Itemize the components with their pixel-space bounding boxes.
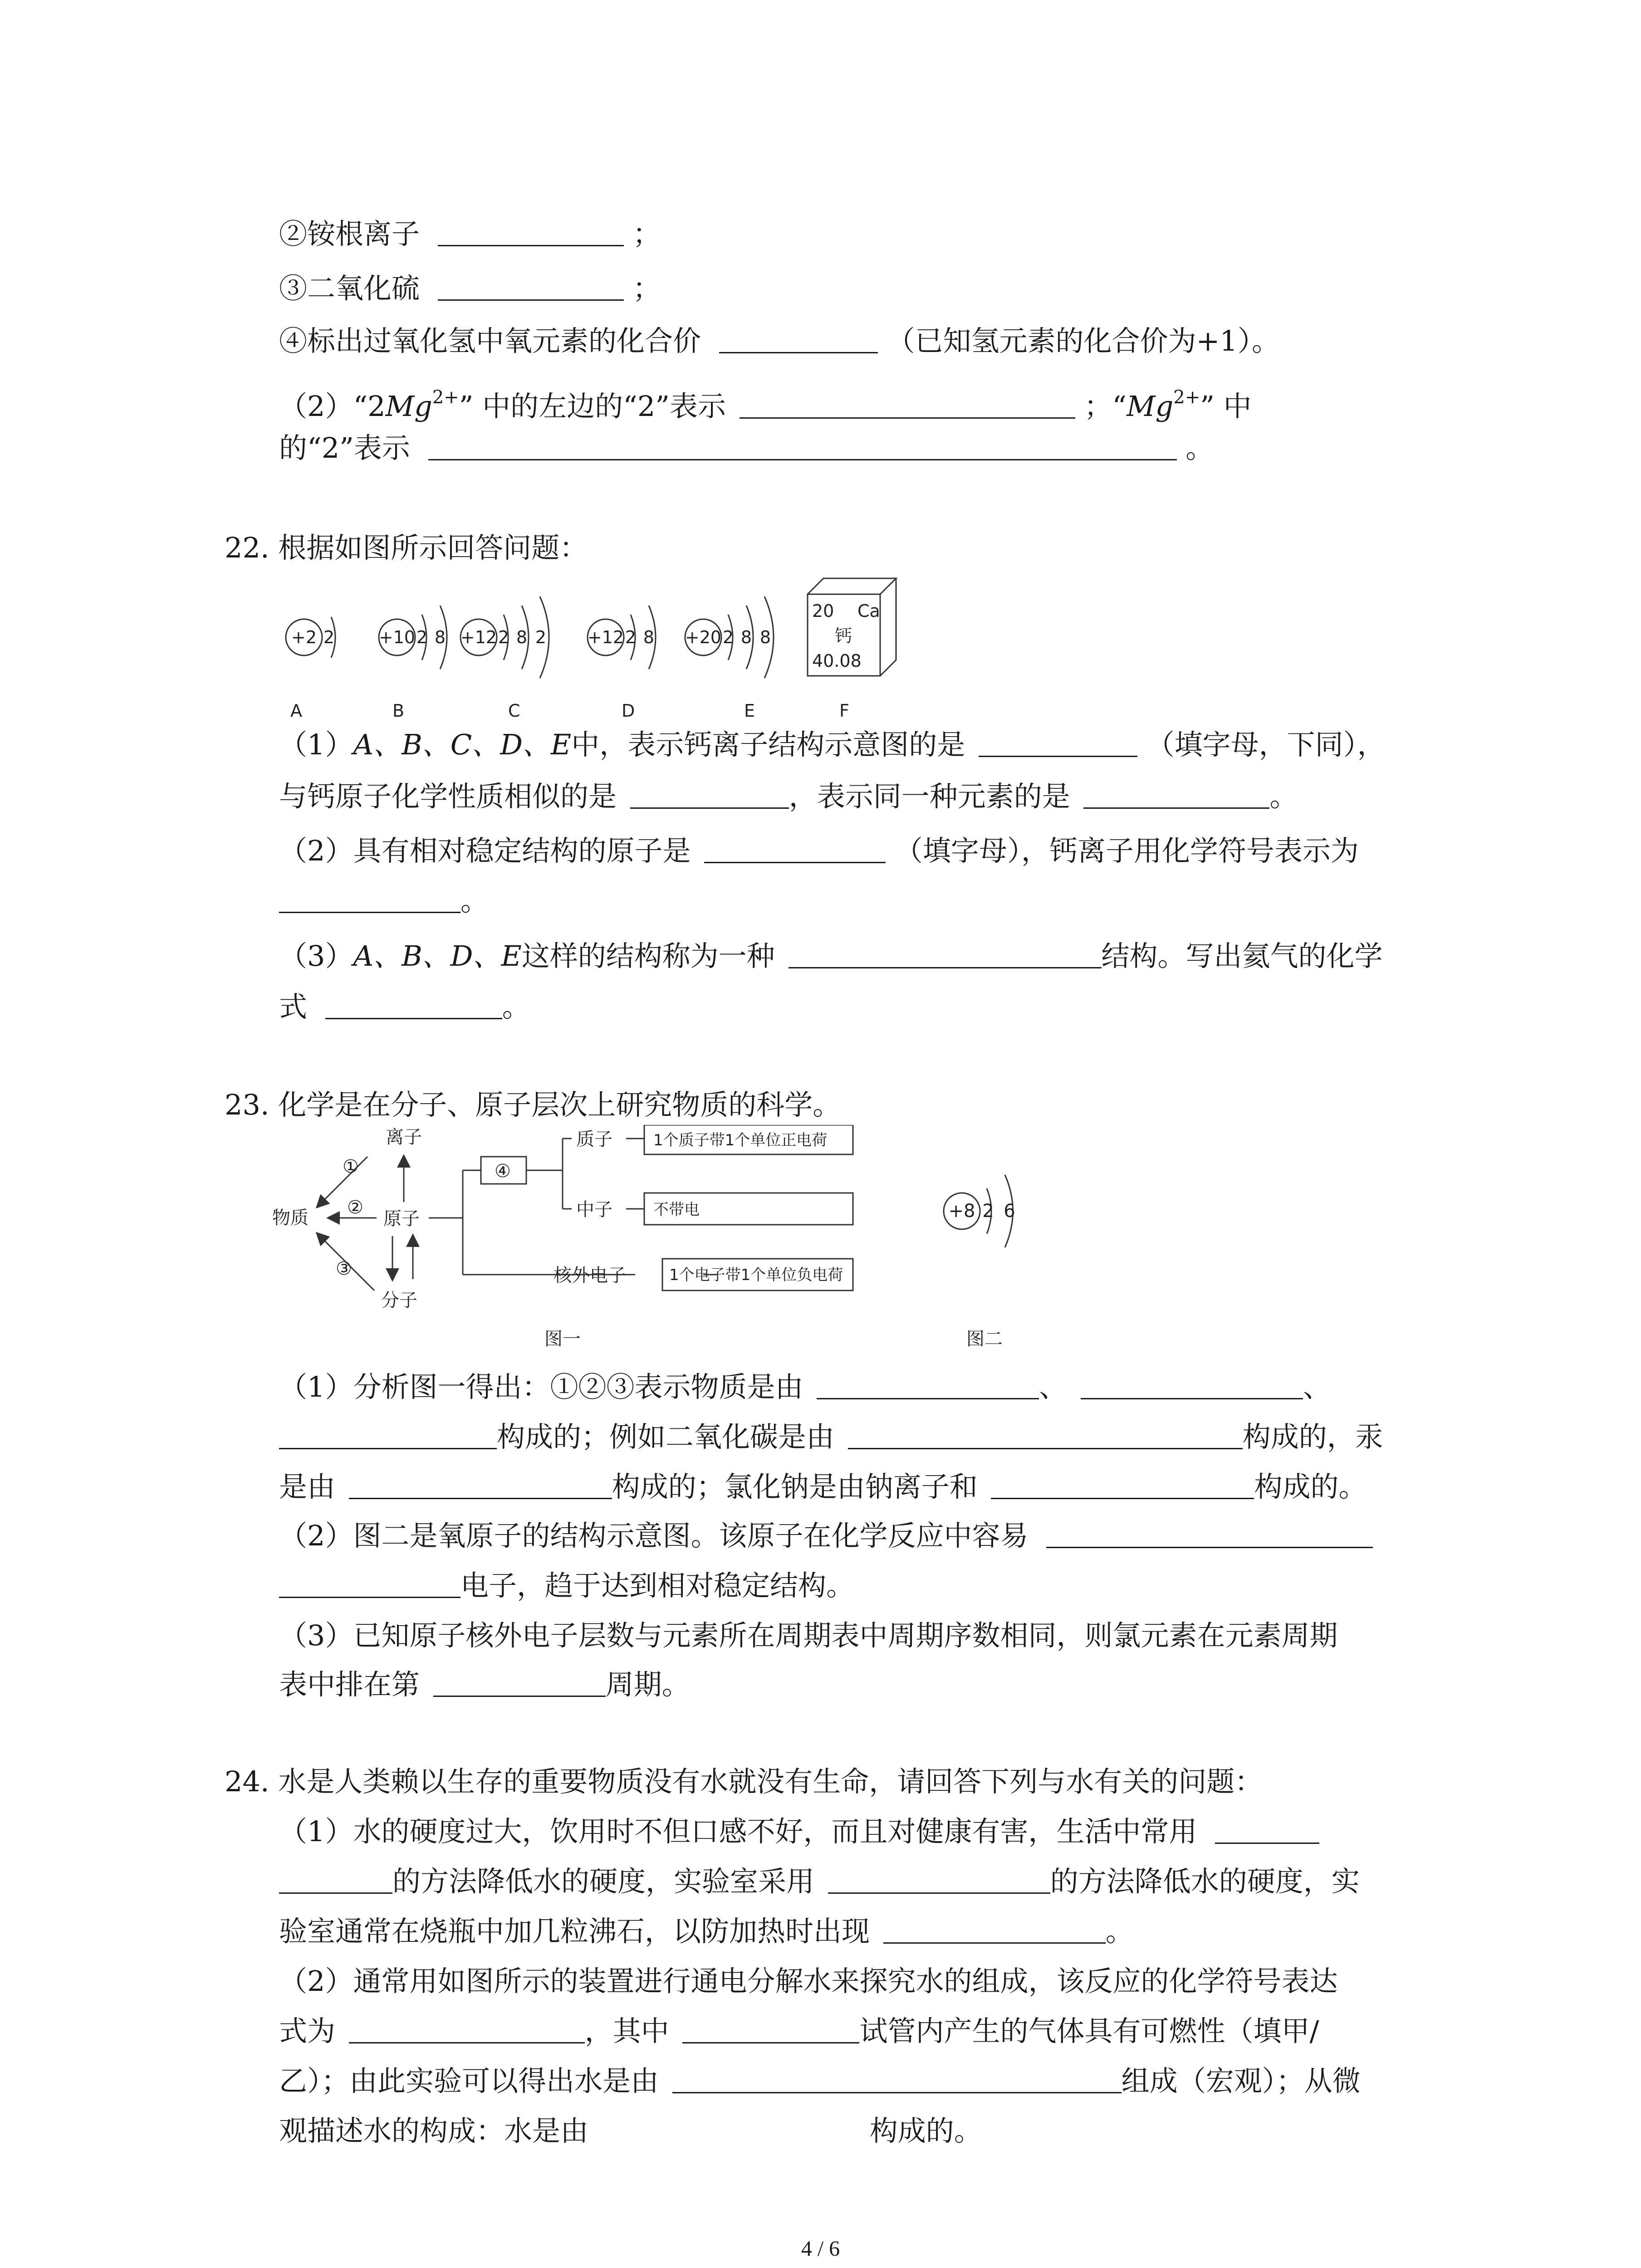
svg-text:8: 8 bbox=[740, 627, 752, 647]
svg-text:D: D bbox=[622, 701, 635, 721]
electron-charge-text: 1个电子带1个单位负电荷 bbox=[669, 1266, 843, 1284]
answer-blank[interactable] bbox=[991, 1471, 1254, 1499]
svg-text:①: ① bbox=[343, 1156, 359, 1177]
svg-text:+12: +12 bbox=[460, 627, 497, 647]
matter-label: 物质 bbox=[272, 1207, 309, 1228]
answer-blank[interactable] bbox=[719, 325, 878, 353]
answer-blank[interactable] bbox=[279, 1421, 497, 1449]
q22-part3-line2: 式 。 bbox=[279, 990, 530, 1023]
svg-text:④: ④ bbox=[495, 1161, 511, 1182]
answer-blank[interactable] bbox=[848, 1421, 1243, 1449]
q23-part3: （3）已知原子核外电子层数与元素所在周期表中周期序数相同，则氯元素在元素周期 bbox=[279, 1619, 1338, 1652]
figure-caption-2: 图二 bbox=[966, 1329, 1003, 1349]
q24-part1: （1）水的硬度过大，饮用时不但口感不好，而且对健康有害，生活中常用 bbox=[279, 1814, 1319, 1849]
q24-part2-line4: 观描述水的构成：水是由 构成的。 bbox=[279, 2114, 982, 2147]
answer-blank[interactable] bbox=[438, 218, 624, 246]
q23-part2: （2）图二是氧原子的结构示意图。该原子在化学反应中容易 bbox=[279, 1519, 1373, 1553]
atom-label: 原子 bbox=[383, 1208, 420, 1229]
q23-part3-line2: 表中排在第 周期。 bbox=[279, 1668, 690, 1701]
svg-text:2: 2 bbox=[625, 627, 637, 647]
answer-blank[interactable] bbox=[279, 1569, 460, 1598]
svg-text:2: 2 bbox=[416, 627, 428, 647]
q21-item3: ③二氧化硫 ； bbox=[279, 272, 661, 305]
answer-blank[interactable] bbox=[828, 1865, 1050, 1894]
answer-blank[interactable] bbox=[817, 1371, 1039, 1399]
answer-blank[interactable] bbox=[1046, 1520, 1373, 1548]
q24-part1-line3: 验室通常在烧瓶中加几粒沸石，以防加热时出现 。 bbox=[279, 1915, 1134, 1948]
oxygen-nucleus: +8 bbox=[948, 1201, 975, 1222]
answer-blank[interactable] bbox=[672, 2065, 1122, 2093]
q23-part1: （1）分析图一得出：①②③表示物质是由 、 、 bbox=[279, 1370, 1331, 1403]
atomic-number: 20 bbox=[812, 601, 834, 621]
nucleus-label: +2 bbox=[291, 627, 317, 647]
q24-title: 24. 水是人类赖以生存的重要物质没有水就没有生命，请回答下列与水有关的问题： bbox=[225, 1765, 1263, 1798]
q21-item2: ②铵根离子 ； bbox=[279, 217, 661, 250]
q24-part1-line2: 的方法降低水的硬度，实验室采用 的方法降低水的硬度，实 bbox=[279, 1864, 1360, 1899]
answer-blank[interactable] bbox=[433, 1668, 606, 1697]
answer-blank[interactable] bbox=[349, 1471, 612, 1499]
svg-text:2: 2 bbox=[722, 627, 734, 647]
answer-blank[interactable] bbox=[630, 780, 789, 809]
answer-blank[interactable] bbox=[740, 390, 1075, 419]
answer-blank[interactable] bbox=[704, 835, 886, 863]
q22-part1: （1）A、B、C、D、E中，表示钙离子结构示意图的是 （填字母，下同）， bbox=[279, 728, 1386, 761]
element-name: 钙 bbox=[835, 626, 852, 646]
q22-title: 22. 根据如图所示回答问题： bbox=[225, 531, 588, 564]
proton-charge-text: 1个质子带1个单位正电荷 bbox=[653, 1131, 828, 1149]
svg-text:2: 2 bbox=[323, 627, 335, 647]
q23-part2-line2: 电子，趋于达到相对稳定结构。 bbox=[279, 1569, 854, 1603]
svg-text:+20: +20 bbox=[685, 627, 722, 647]
q23-part1-line3: 是由 构成的；氯化钠是由钠离子和 构成的。 bbox=[279, 1470, 1367, 1503]
svg-text:8: 8 bbox=[759, 627, 771, 647]
q24-part2-line3: 乙）；由此实验可以得出水是由 组成（宏观）；从微 bbox=[279, 2064, 1361, 2097]
answer-blank[interactable] bbox=[279, 1865, 392, 1894]
q22-part2-line2: 。 bbox=[279, 884, 489, 918]
ion-label: 离子 bbox=[386, 1127, 422, 1148]
svg-text:③: ③ bbox=[336, 1258, 352, 1279]
svg-text:F: F bbox=[839, 701, 849, 721]
answer-blank[interactable] bbox=[325, 991, 502, 1019]
svg-text:6: 6 bbox=[1004, 1201, 1015, 1222]
answer-blank[interactable] bbox=[349, 2015, 585, 2043]
proton-label: 质子 bbox=[576, 1129, 612, 1150]
svg-text:2: 2 bbox=[982, 1201, 994, 1222]
svg-text:8: 8 bbox=[643, 627, 655, 647]
q23-part1-line2: 构成的；例如二氧化碳是由 构成的，汞 bbox=[279, 1420, 1383, 1454]
svg-text:8: 8 bbox=[434, 627, 446, 647]
svg-text:C: C bbox=[508, 701, 520, 721]
answer-blank[interactable] bbox=[438, 272, 624, 301]
neutron-charge-text: 不带电 bbox=[653, 1201, 700, 1219]
answer-blank[interactable] bbox=[1081, 1371, 1303, 1399]
molecule-label: 分子 bbox=[381, 1290, 417, 1311]
answer-blank[interactable] bbox=[428, 432, 1177, 460]
page-number: 4 / 6 bbox=[801, 2237, 840, 2261]
answer-blank[interactable] bbox=[883, 1915, 1106, 1944]
q24-part2: （2）通常用如图所示的装置进行通电分解水来探究水的组成，该反应的化学符号表达 bbox=[279, 1965, 1338, 1998]
svg-text:B: B bbox=[392, 701, 405, 721]
svg-text:2: 2 bbox=[535, 627, 547, 647]
q23-title: 23. 化学是在分子、原子层次上研究物质的科学。 bbox=[225, 1088, 841, 1121]
figure-caption-1: 图一 bbox=[544, 1329, 581, 1349]
matter-composition-figure bbox=[272, 1125, 1112, 1361]
q21-part2: $(2)“2Mg^{2+}$” 中的左边的“2”表示 ；“$Mg^{2+}$” 中 bbox=[279, 387, 1252, 423]
figure-label: A bbox=[290, 701, 302, 721]
q24-part2-line2: 式为 ，其中 试管内产生的气体具有可燃性（填甲/ bbox=[279, 2014, 1319, 2048]
atomic-mass: 40.08 bbox=[812, 651, 862, 671]
q22-part2: （2）具有相对稳定结构的原子是 （填字母），钙离子用化学符号表示为 bbox=[279, 834, 1359, 867]
neutron-label: 中子 bbox=[576, 1199, 612, 1220]
svg-text:2: 2 bbox=[498, 627, 509, 647]
answer-blank[interactable] bbox=[1083, 780, 1269, 809]
svg-text:②: ② bbox=[347, 1197, 363, 1218]
answer-blank[interactable] bbox=[979, 728, 1137, 757]
svg-text:E: E bbox=[744, 701, 755, 721]
answer-blank[interactable] bbox=[789, 940, 1102, 968]
element-symbol: Ca bbox=[857, 601, 880, 621]
q22-part3: （3）A、B、D、E这样的结构称为一种 结构。写出氦气的化学 bbox=[279, 939, 1383, 973]
q21-part2-line2: 的“2”表示 。 bbox=[279, 431, 1214, 464]
answer-blank[interactable] bbox=[682, 2015, 859, 2043]
svg-text:8: 8 bbox=[516, 627, 528, 647]
q22-part1-line2: 与钙原子化学性质相似的是 ，表示同一种元素的是 。 bbox=[279, 780, 1298, 813]
svg-text:+10: +10 bbox=[378, 627, 416, 647]
q21-item4: ④标出过氧化氢中氧元素的化合价 （已知氢元素的化合价为+1）。 bbox=[279, 324, 1280, 357]
svg-text:+12: +12 bbox=[587, 627, 624, 647]
answer-blank[interactable] bbox=[1215, 1815, 1319, 1844]
atom-structure-figure bbox=[272, 567, 935, 726]
electron-label: 核外电子 bbox=[554, 1265, 626, 1286]
answer-blank[interactable] bbox=[279, 885, 460, 913]
